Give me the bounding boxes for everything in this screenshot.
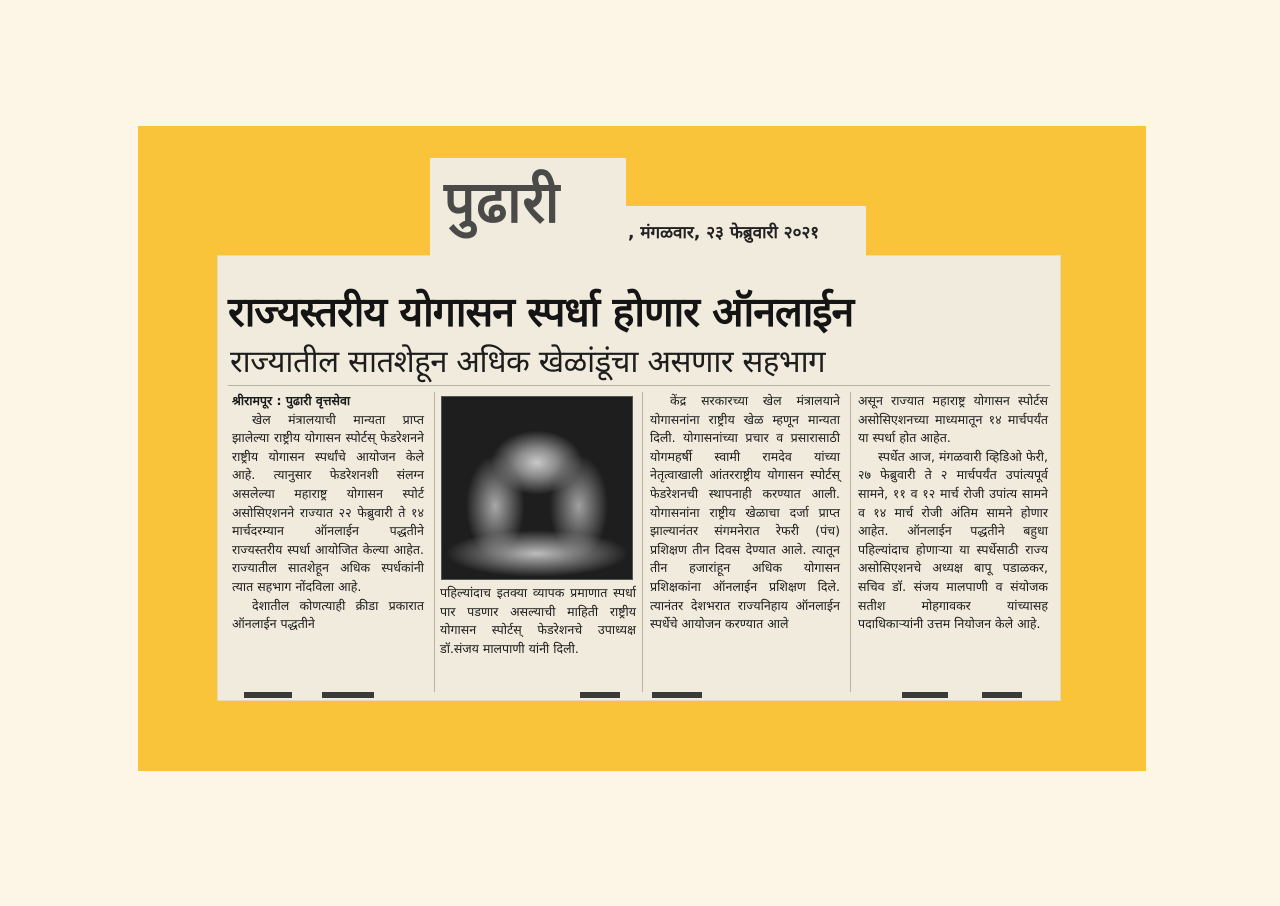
article-column-1 [232,392,424,634]
paragraph: असून राज्यात महाराष्ट्र योगासन स्पोर्टस असोसिएशनच्या माध्यमातून १४ मार्चपर्यंत या स्पर्धा होत आहेत. [858,393,1048,446]
photo-caption: पहिल्यांदाच इतक्या व्यापक प्रमाणात स्पर्धा पार पडणार असल्याची माहिती राष्ट्रीय योगासन स्पोर्टस् फेडरेशनचे उपाध्यक्ष डॉ.संजय मालपाणी यांनी दिली. [440,585,636,656]
column-rule [434,392,435,692]
cut-text-fragment [244,692,292,698]
cut-text-fragment [580,692,620,698]
article-column-4 [858,392,1048,634]
subheadline: राज्यातील सातशेहून अधिक खेळांडूंचा असणार सहभाग [230,344,826,380]
byline: श्रीरामपूर : पुढारी वृत्तसेवा [232,393,351,408]
cut-text-fragment [322,692,374,698]
paragraph: खेल मंत्रालयाची मान्यता प्राप्त झालेल्या राष्ट्रीय योगासन स्पोर्टस् फेडरेशनने राष्ट्रीय योगासन स्पर्धांचे आयोजन केले आहे. त्यानुसार फेडरेशनशी संलग्न असलेल्या महाराष्ट्र योगासन स्पोर्ट असोसिएशनने राज्यात २२ फेब्रुवारी ते १४ मार्चदरम्यान ऑनलाईन पद्धतीने राज्यस्तरीय स्पर्धा आयोजित केल्या आहेत. राज्यातील सातशेहून अधिक स्पर्धकांनी त्यात सहभाग नोंदविला आहे. [232,411,424,594]
paragraph: स्पर्धेत आज, मंगळवारी व्हिडिओ फेरी, २७ फेब्रुवारी ते २ मार्चपर्यंत उपांत्यपूर्व सामने, ११ व १२ मार्च रोजी उपांत्य सामने व १४ मार्च रोजी अंतिम सामने होणार आहेत. ऑनलाईन पद्धतीने बहुधा पहिल्यांदाच होणाऱ्या या स्पर्धेसाठी राज्य असोसिएशनचे अध्यक्ष बापू पडाळकर, सचिव डॉ. संजय मालपाणी व संयोजक सतीश मोहगावकर यांच्यासह पदाधिकाऱ्यांनी उत्तम नियोजन केले आहे. [858,448,1048,632]
column-rule [850,392,851,692]
cut-text-fragment [652,692,702,698]
newspaper-logo: पुढारी [444,168,561,236]
article-column-3 [650,392,840,634]
headline: राज्यस्तरीय योगासन स्पर्धा होणार ऑनलाईन [228,288,854,336]
paragraph: देशातील कोणत्याही क्रीडा प्रकारात ऑनलाईन पद्धतीने [232,597,424,632]
yoga-poses-photo [441,396,633,580]
cut-text-fragment [982,692,1022,698]
issue-date: , मंगळवार, २३ फेब्रुवारी २०२१ [628,223,820,243]
column-rule [642,392,643,692]
paragraph: केंद्र सरकारच्या खेल मंत्रालयाने योगासनांना राष्ट्रीय खेळ म्हणून मान्यता दिली. योगासनांच्या प्रचार व प्रसारासाठी योगमहर्षी स्वामी रामदेव यांच्या नेतृत्वाखाली आंतरराष्ट्रीय योगासन स्पोर्टस् फेडरेशनची स्थापनाही करण्यात आली. योगासनांना राष्ट्रीय खेळाचा दर्जा प्राप्त झाल्यानंतर संगमनेरात रेफरी (पंच) प्रशिक्षण तीन दिवस देण्यात आले. त्यातून तीन हजारांहून अधिक योगासन प्रशिक्षकांना ऑनलाईन प्रशिक्षण दिले. त्यानंतर देशभरात राज्यनिहाय ऑनलाईन स्पर्धेचे आयोजन करण्यात आले [650,393,840,632]
cut-text-fragment [902,692,948,698]
header-rule [228,385,1050,386]
